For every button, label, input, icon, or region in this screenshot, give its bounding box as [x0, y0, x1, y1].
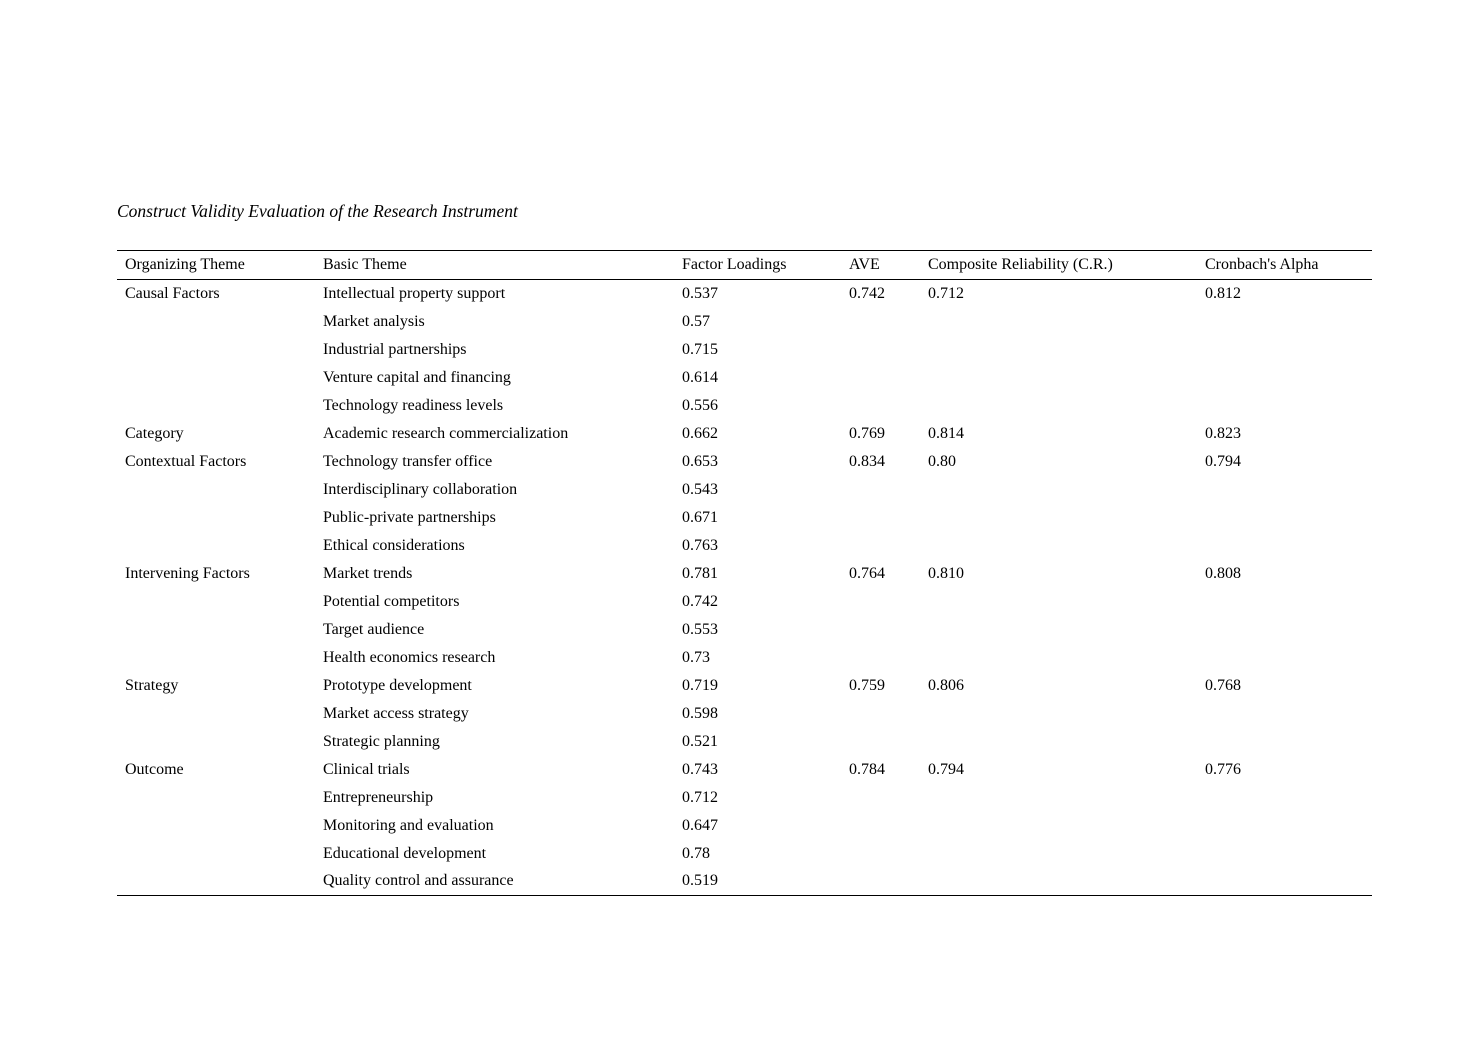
table-row — [117, 616, 1372, 644]
cell-composite-reliability — [920, 476, 1197, 504]
cell-basic-theme: Technology readiness levels — [323, 396, 504, 414]
table-row — [117, 476, 1372, 504]
cell-organizing-theme — [117, 364, 315, 392]
cell-composite-reliability — [920, 364, 1197, 392]
cell-composite-reliability — [920, 644, 1197, 672]
cell-ave — [841, 700, 920, 728]
table-row — [117, 420, 1372, 448]
cell-cronbach-alpha — [1197, 504, 1372, 532]
table-row — [117, 700, 1372, 728]
cell-ave: 0.769 — [849, 424, 885, 442]
cell-composite-reliability: 0.80 — [928, 452, 956, 470]
cell-organizing-theme: Category — [125, 424, 184, 442]
table-row — [117, 644, 1372, 672]
table-row — [117, 784, 1372, 812]
cell-cronbach-alpha: 0.776 — [1205, 760, 1241, 778]
cell-cronbach-alpha — [1197, 476, 1372, 504]
cell-composite-reliability — [920, 812, 1197, 840]
cell-composite-reliability — [920, 392, 1197, 420]
cell-cronbach-alpha — [1197, 840, 1372, 868]
cell-factor-loading: 0.712 — [682, 788, 718, 806]
table-row — [117, 868, 1372, 896]
cell-basic-theme: Interdisciplinary collaboration — [323, 480, 518, 498]
cell-composite-reliability — [920, 504, 1197, 532]
cell-ave: 0.742 — [849, 284, 885, 302]
cell-composite-reliability — [920, 308, 1197, 336]
cell-basic-theme: Health economics research — [323, 648, 496, 666]
cell-ave — [841, 812, 920, 840]
cell-ave: 0.784 — [849, 760, 885, 778]
cell-composite-reliability: 0.712 — [928, 284, 964, 302]
cell-organizing-theme: Strategy — [125, 676, 179, 694]
table-body — [117, 280, 1372, 896]
column-header-ave: AVE — [841, 251, 920, 280]
table-header — [117, 251, 1372, 280]
cell-composite-reliability — [920, 588, 1197, 616]
cell-ave — [841, 616, 920, 644]
column-header-basic-theme: Basic Theme — [315, 251, 674, 280]
cell-composite-reliability — [920, 336, 1197, 364]
cell-organizing-theme — [117, 476, 315, 504]
cell-composite-reliability: 0.806 — [928, 676, 964, 694]
cell-factor-loading: 0.556 — [682, 396, 718, 414]
cell-organizing-theme — [117, 700, 315, 728]
cell-basic-theme: Intellectual property support — [323, 284, 506, 302]
cell-cronbach-alpha — [1197, 784, 1372, 812]
cell-ave — [841, 644, 920, 672]
cell-composite-reliability — [920, 700, 1197, 728]
cell-factor-loading: 0.73 — [682, 648, 710, 666]
construct-validity-table — [117, 250, 1372, 896]
cell-organizing-theme — [117, 308, 315, 336]
cell-organizing-theme: Outcome — [125, 760, 184, 778]
cell-basic-theme: Market trends — [323, 564, 413, 582]
cell-cronbach-alpha — [1197, 728, 1372, 756]
cell-basic-theme: Prototype development — [323, 676, 472, 694]
cell-ave — [841, 392, 920, 420]
table-row — [117, 728, 1372, 756]
cell-cronbach-alpha — [1197, 812, 1372, 840]
cell-organizing-theme — [117, 840, 315, 868]
cell-basic-theme: Monitoring and evaluation — [323, 816, 494, 834]
cell-basic-theme: Quality control and assurance — [323, 872, 514, 890]
cell-ave — [841, 784, 920, 812]
cell-basic-theme: Ethical considerations — [323, 536, 465, 554]
table-row — [117, 280, 1372, 308]
table-row — [117, 560, 1372, 588]
cell-organizing-theme — [117, 812, 315, 840]
cell-factor-loading: 0.647 — [682, 816, 718, 834]
cell-basic-theme: Educational development — [323, 844, 487, 862]
cell-composite-reliability — [920, 784, 1197, 812]
cell-factor-loading: 0.57 — [682, 312, 710, 330]
cell-cronbach-alpha — [1197, 336, 1372, 364]
cell-composite-reliability — [920, 532, 1197, 560]
cell-organizing-theme — [117, 588, 315, 616]
cell-ave — [841, 504, 920, 532]
cell-composite-reliability: 0.794 — [928, 760, 964, 778]
cell-basic-theme: Potential competitors — [323, 592, 460, 610]
column-header-cronbach-alpha: Cronbach's Alpha — [1197, 251, 1372, 280]
cell-factor-loading: 0.715 — [682, 340, 718, 358]
cell-basic-theme: Target audience — [323, 620, 425, 638]
cell-composite-reliability — [920, 840, 1197, 868]
cell-basic-theme: Technology transfer office — [323, 452, 493, 470]
cell-cronbach-alpha — [1197, 532, 1372, 560]
column-header-composite-reliability: Composite Reliability (C.R.) — [920, 251, 1197, 280]
cell-ave — [841, 728, 920, 756]
cell-ave — [841, 364, 920, 392]
cell-cronbach-alpha — [1197, 616, 1372, 644]
cell-factor-loading: 0.543 — [682, 480, 718, 498]
cell-cronbach-alpha — [1197, 644, 1372, 672]
cell-cronbach-alpha: 0.823 — [1205, 424, 1241, 442]
cell-cronbach-alpha — [1197, 588, 1372, 616]
cell-composite-reliability: 0.814 — [928, 424, 964, 442]
cell-ave — [841, 308, 920, 336]
column-header-organizing-theme: Organizing Theme — [117, 251, 315, 280]
cell-composite-reliability — [920, 868, 1197, 896]
table-header-row — [117, 251, 1372, 280]
cell-organizing-theme — [117, 728, 315, 756]
cell-ave — [841, 532, 920, 560]
cell-ave: 0.834 — [849, 452, 885, 470]
cell-factor-loading: 0.743 — [682, 760, 718, 778]
table-row — [117, 756, 1372, 784]
cell-composite-reliability — [920, 616, 1197, 644]
cell-cronbach-alpha — [1197, 700, 1372, 728]
cell-factor-loading: 0.662 — [682, 424, 718, 442]
cell-basic-theme: Market access strategy — [323, 704, 469, 722]
cell-organizing-theme — [117, 336, 315, 364]
cell-cronbach-alpha: 0.812 — [1205, 284, 1241, 302]
cell-composite-reliability — [920, 728, 1197, 756]
table-row — [117, 308, 1372, 336]
table-row — [117, 504, 1372, 532]
cell-factor-loading: 0.781 — [682, 564, 718, 582]
cell-factor-loading: 0.553 — [682, 620, 718, 638]
cell-ave — [841, 476, 920, 504]
cell-factor-loading: 0.719 — [682, 676, 718, 694]
cell-organizing-theme — [117, 784, 315, 812]
cell-factor-loading: 0.78 — [682, 844, 710, 862]
cell-factor-loading: 0.521 — [682, 732, 718, 750]
cell-ave — [841, 868, 920, 896]
cell-cronbach-alpha: 0.808 — [1205, 564, 1241, 582]
table-row — [117, 840, 1372, 868]
cell-basic-theme: Academic research commercialization — [323, 424, 569, 442]
cell-basic-theme: Entrepreneurship — [323, 788, 434, 806]
column-header-factor-loadings: Factor Loadings — [674, 251, 841, 280]
cell-factor-loading: 0.519 — [682, 872, 718, 890]
cell-cronbach-alpha — [1197, 868, 1372, 896]
cell-factor-loading: 0.742 — [682, 592, 718, 610]
cell-factor-loading: 0.537 — [682, 284, 718, 302]
cell-cronbach-alpha — [1197, 364, 1372, 392]
cell-ave — [841, 588, 920, 616]
cell-composite-reliability: 0.810 — [928, 564, 964, 582]
cell-organizing-theme: Contextual Factors — [125, 452, 247, 470]
cell-cronbach-alpha — [1197, 308, 1372, 336]
cell-basic-theme: Public-private partnerships — [323, 508, 496, 526]
cell-ave: 0.764 — [849, 564, 885, 582]
cell-ave — [841, 336, 920, 364]
cell-organizing-theme: Intervening Factors — [125, 564, 250, 582]
table-row — [117, 448, 1372, 476]
cell-organizing-theme: Causal Factors — [125, 284, 220, 302]
cell-factor-loading: 0.598 — [682, 704, 718, 722]
cell-organizing-theme — [117, 644, 315, 672]
table-row — [117, 588, 1372, 616]
cell-basic-theme: Market analysis — [323, 312, 425, 330]
cell-cronbach-alpha — [1197, 392, 1372, 420]
cell-factor-loading: 0.653 — [682, 452, 718, 470]
table-row — [117, 672, 1372, 700]
cell-basic-theme: Venture capital and financing — [323, 368, 511, 386]
cell-cronbach-alpha: 0.794 — [1205, 452, 1241, 470]
cell-organizing-theme — [117, 392, 315, 420]
cell-factor-loading: 0.671 — [682, 508, 718, 526]
table-row — [117, 532, 1372, 560]
cell-factor-loading: 0.763 — [682, 536, 718, 554]
cell-basic-theme: Industrial partnerships — [323, 340, 467, 358]
cell-basic-theme: Clinical trials — [323, 760, 410, 778]
cell-basic-theme: Strategic planning — [323, 732, 440, 750]
cell-organizing-theme — [117, 504, 315, 532]
cell-factor-loading: 0.614 — [682, 368, 718, 386]
table-row — [117, 812, 1372, 840]
cell-ave: 0.759 — [849, 676, 885, 694]
cell-organizing-theme — [117, 616, 315, 644]
table-row — [117, 336, 1372, 364]
cell-cronbach-alpha: 0.768 — [1205, 676, 1241, 694]
cell-ave — [841, 840, 920, 868]
cell-organizing-theme — [117, 868, 315, 896]
table-row — [117, 392, 1372, 420]
cell-organizing-theme — [117, 532, 315, 560]
table-row — [117, 364, 1372, 392]
table-caption: Construct Validity Evaluation of the Research Instrument — [117, 201, 518, 221]
